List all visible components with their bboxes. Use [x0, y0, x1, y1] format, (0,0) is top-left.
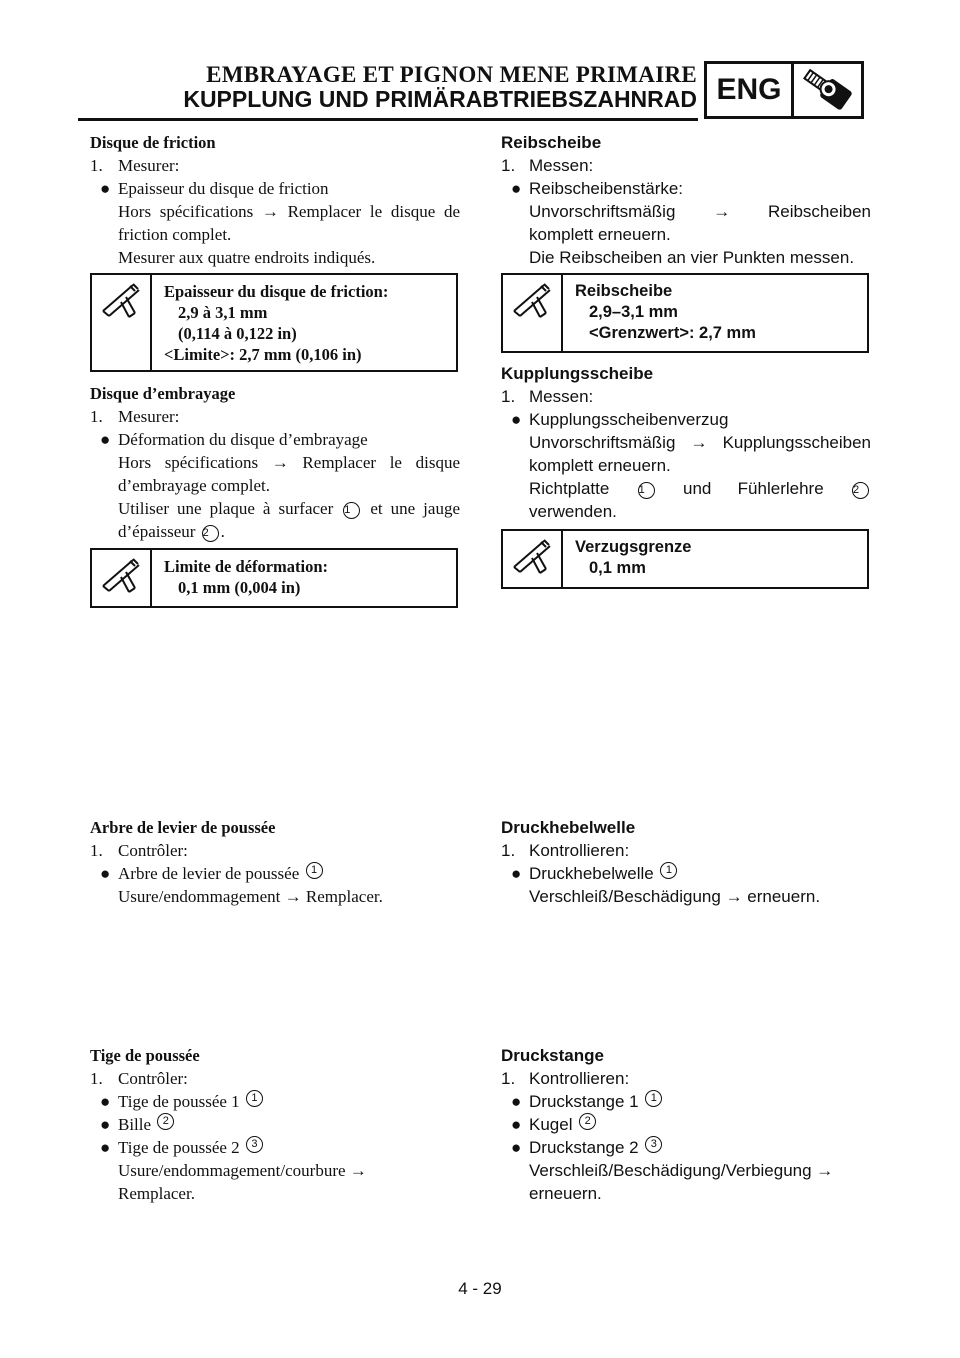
bullet-text: Reibscheibenstärke:	[529, 179, 684, 198]
step-number: 1.	[501, 387, 516, 406]
text-span: et une jauge d’épaisseur	[118, 499, 460, 541]
bullet-text: Druckhebelwelle	[529, 864, 654, 883]
header-rule	[78, 118, 698, 121]
bullet-icon: ●	[511, 179, 522, 198]
section-title: Disque de friction	[90, 133, 216, 152]
spec-label: Verzugsgrenze	[575, 538, 692, 556]
instruction-text: Mesurer aux quatre endroits indiqués.	[118, 248, 376, 267]
step-number: 1.	[501, 1069, 516, 1088]
bullet-icon: ●	[100, 864, 111, 883]
step-label: Mesurer:	[118, 407, 180, 426]
bullet-icon: ●	[100, 430, 111, 449]
instruction-text	[90, 497, 460, 543]
callout-2: 2	[202, 525, 219, 542]
spec-value: (0,114 à 0,122 in)	[178, 324, 297, 343]
bullet-icon: ●	[511, 1115, 522, 1134]
fr-friction-spec-box	[90, 273, 458, 372]
step-number: 1.	[501, 156, 516, 175]
bullet-icon: ●	[511, 1092, 522, 1111]
header-title-fr: EMBRAYAGE ET PIGNON MENE PRIMAIRE	[206, 62, 697, 87]
bullet-text: Kupplungsscheibenverzug	[529, 410, 729, 429]
callout-1: 1	[638, 482, 655, 499]
de-pushlever-section	[501, 816, 871, 908]
bullet-text: Kugel	[529, 1115, 573, 1134]
eng-badge	[704, 61, 864, 119]
bullet-icon: ●	[100, 1092, 111, 1111]
step-number: 1.	[90, 407, 103, 426]
spec-label: Limite de déformation:	[164, 557, 329, 576]
step-number: 1.	[501, 841, 516, 860]
instruction-text: Unvorschriftsmäßig → Reibscheiben komplett erneuern.	[529, 202, 871, 244]
caliper-icon	[92, 550, 152, 606]
bullet-icon: ●	[100, 1138, 111, 1157]
de-pushrod-section	[501, 1044, 871, 1205]
step-number: 1.	[90, 841, 103, 860]
spec-limit: <Limite>: 2,7 mm (0,106 in)	[164, 345, 362, 364]
de-friction-spec-box	[501, 273, 869, 353]
text-span: Richtplatte	[529, 479, 610, 498]
caliper-icon	[503, 275, 563, 351]
step-label: Messen:	[529, 156, 594, 175]
header-title-de: KUPPLUNG UND PRIMÄRABTRIEBSZAHNRAD	[183, 86, 697, 112]
fr-clutch-section	[90, 382, 460, 543]
spec-limit: <Grenzwert>: 2,7 mm	[589, 324, 756, 342]
bullet-text: Déformation du disque d’embrayage	[118, 430, 368, 449]
bullet-icon: ●	[511, 410, 522, 429]
caliper-icon	[503, 531, 563, 587]
fr-pushlever-section	[90, 816, 460, 908]
instruction-text: Usure/endommagement → Remplacer.	[118, 887, 383, 906]
callout-1: 1	[343, 502, 360, 519]
callout-3: 3	[645, 1136, 662, 1153]
step-label: Mesurer:	[118, 156, 180, 175]
bullet-text: Tige de poussée 1	[118, 1092, 240, 1111]
fr-friction-section	[90, 131, 460, 269]
section-title: Tige de poussée	[90, 1046, 200, 1065]
fr-clutch-spec-box	[90, 548, 458, 608]
instruction-text: Verschleiß/Beschädigung/Verbiegung → erneuern.	[529, 1161, 834, 1203]
callout-1: 1	[660, 862, 677, 879]
section-title: Arbre de levier de poussée	[90, 818, 276, 837]
text-span: verwenden.	[529, 502, 617, 521]
section-title: Reibscheibe	[501, 133, 602, 152]
bullet-text: Druckstange 2	[529, 1138, 639, 1157]
fr-pushrod-section	[90, 1044, 460, 1205]
step-label: Kontrollieren:	[529, 841, 630, 860]
callout-3: 3	[246, 1136, 263, 1153]
spec-value: 0,1 mm	[589, 559, 646, 577]
step-label: Contrôler:	[118, 841, 188, 860]
instruction-text: Hors spécifications → Remplacer le disque de friction complet.	[118, 202, 460, 244]
eng-label: ENG	[707, 64, 794, 116]
section-title: Kupplungsscheibe	[501, 364, 654, 383]
instruction-text: Verschleiß/Beschädigung → erneuern.	[529, 887, 821, 906]
callout-2: 2	[157, 1113, 174, 1130]
callout-1: 1	[306, 862, 323, 879]
de-clutch-section	[501, 362, 871, 523]
section-title: Disque d’embrayage	[90, 384, 236, 403]
engine-bolt-icon	[794, 64, 861, 116]
text-span: Utiliser une plaque à surfacer	[118, 499, 334, 518]
instruction-text	[501, 477, 871, 523]
spec-value: 2,9 à 3,1 mm	[178, 303, 268, 322]
step-number: 1.	[90, 156, 103, 175]
de-clutch-spec-box	[501, 529, 869, 589]
bullet-text: Bille	[118, 1115, 152, 1134]
callout-1: 1	[645, 1090, 662, 1107]
instruction-text: Unvorschriftsmäßig → Kupplungsscheiben komplett erneuern.	[529, 433, 871, 475]
section-title: Druckstange	[501, 1046, 604, 1065]
bullet-icon: ●	[100, 1115, 111, 1134]
step-label: Messen:	[529, 387, 594, 406]
spec-label: Reibscheibe	[575, 282, 673, 300]
instruction-text: Usure/endommagement/courbure → Remplacer.	[118, 1161, 367, 1203]
bullet-icon: ●	[511, 864, 522, 883]
bullet-text: Epaisseur du disque de friction	[118, 179, 329, 198]
spec-label: Epaisseur du disque de friction:	[164, 282, 389, 301]
callout-2: 2	[579, 1113, 596, 1130]
section-title: Druckhebelwelle	[501, 818, 636, 837]
text-span: und Fühlerlehre	[682, 479, 824, 498]
callout-2: 2	[852, 482, 869, 499]
step-label: Kontrollieren:	[529, 1069, 630, 1088]
step-label: Contrôler:	[118, 1069, 188, 1088]
instruction-text: Die Reibscheiben an vier Punkten messen.	[529, 248, 855, 267]
bullet-text: Druckstange 1	[529, 1092, 639, 1111]
text-span: .	[220, 522, 225, 541]
bullet-text: Arbre de levier de poussée	[118, 864, 300, 883]
bullet-text: Tige de poussée 2	[118, 1138, 240, 1157]
bullet-icon: ●	[511, 1138, 522, 1157]
spec-value: 0,1 mm (0,004 in)	[178, 578, 301, 597]
instruction-text: Hors spécifications → Remplacer le disque d’embrayage complet.	[118, 453, 460, 495]
bullet-icon: ●	[100, 179, 111, 198]
spec-value: 2,9–3,1 mm	[589, 303, 678, 321]
de-friction-section	[501, 131, 871, 269]
caliper-icon	[92, 275, 152, 370]
callout-1: 1	[246, 1090, 263, 1107]
page-number: 4 - 29	[458, 1279, 502, 1298]
step-number: 1.	[90, 1069, 103, 1088]
